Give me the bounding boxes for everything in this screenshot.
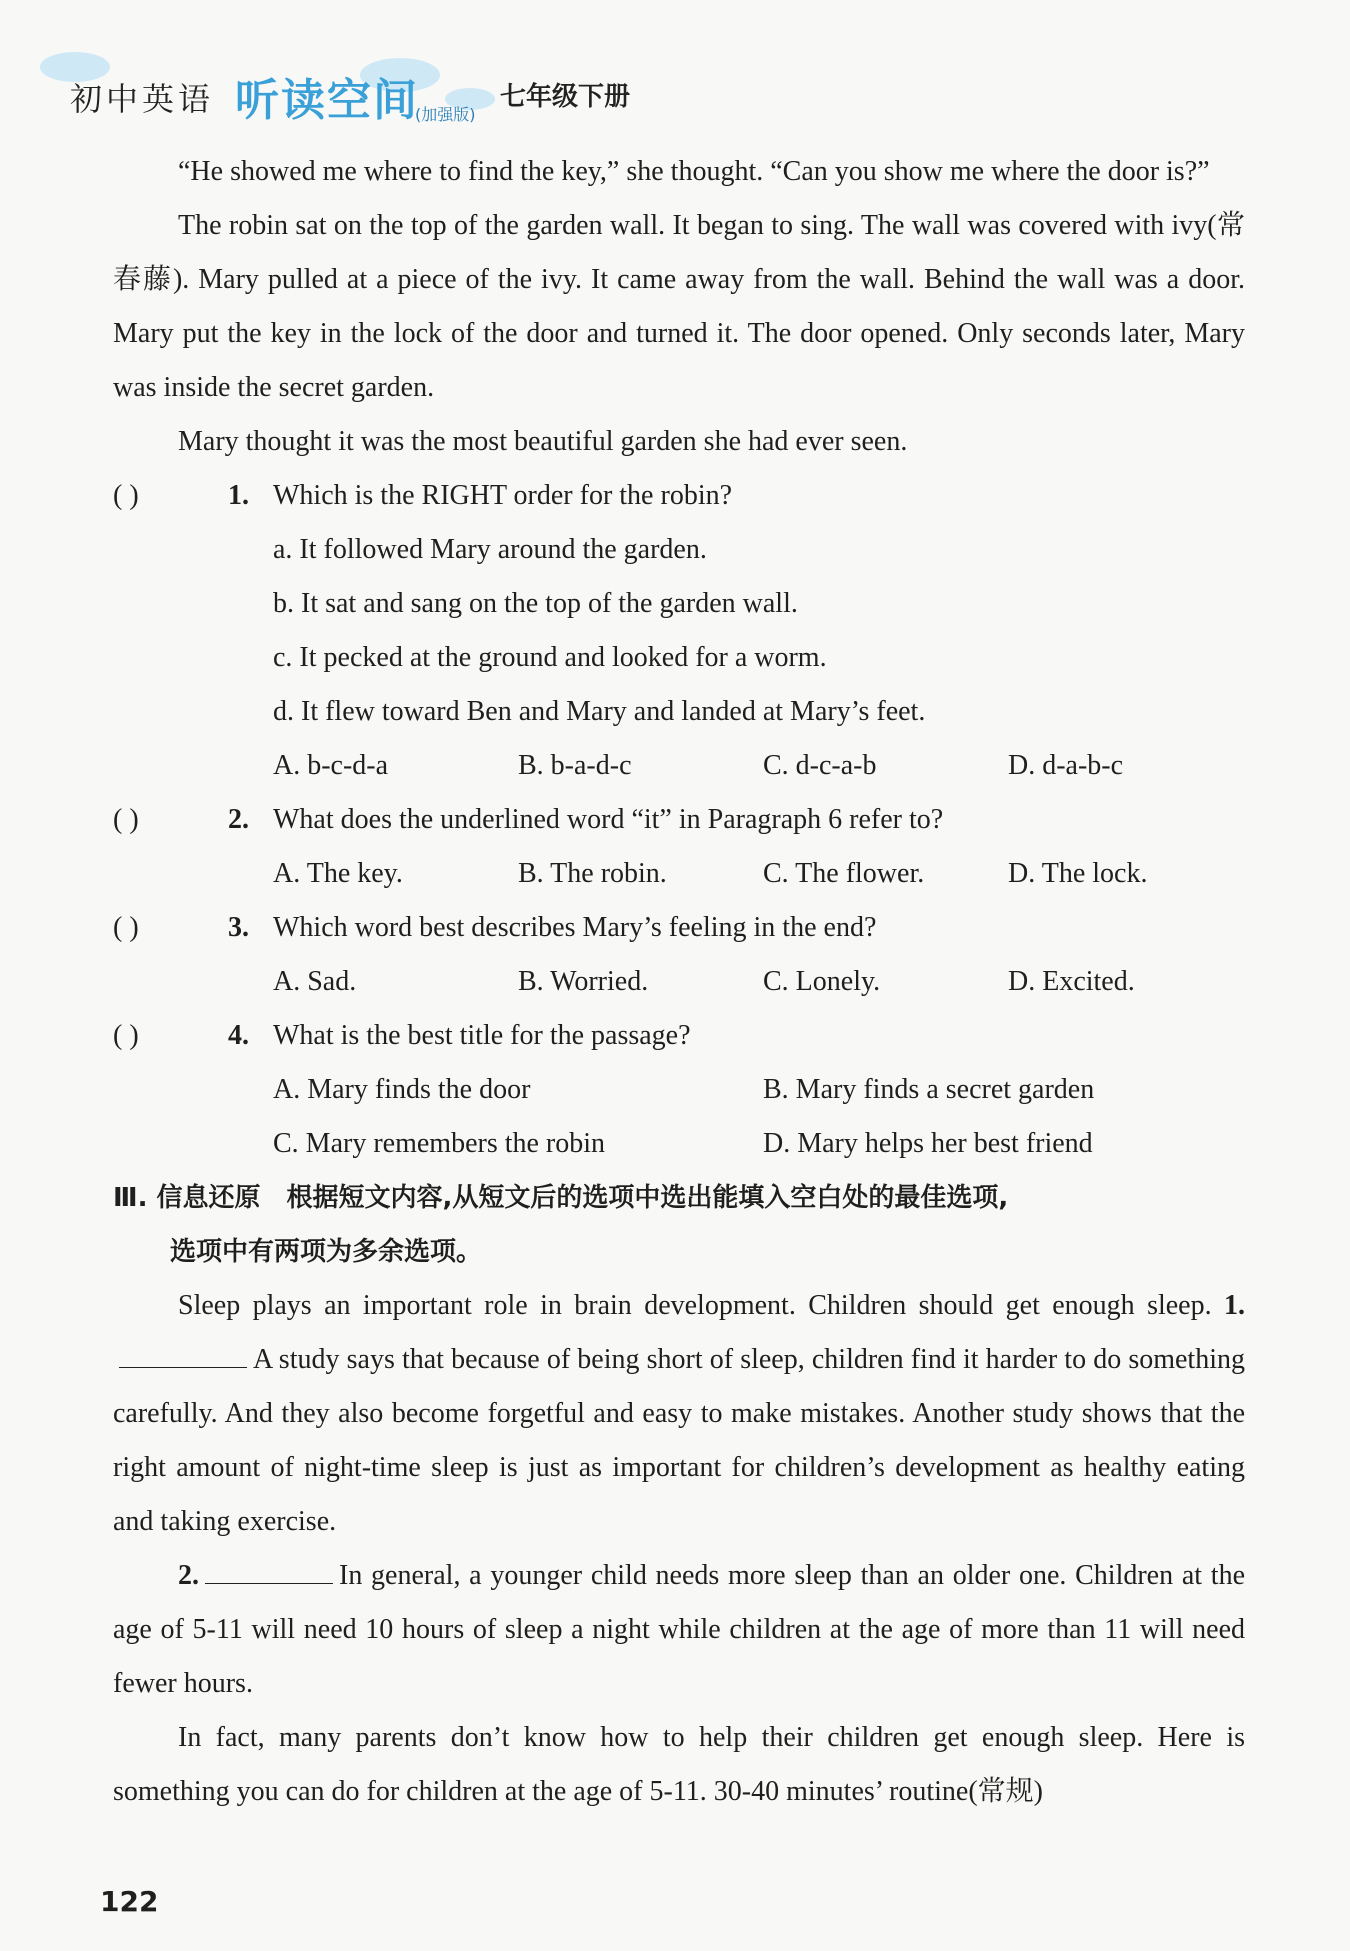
- passage-paragraph: Mary thought it was the most beautiful garden she had ever seen.: [178, 426, 908, 457]
- option-c: C. Lonely.: [763, 966, 881, 997]
- passage-paragraph: “He showed me where to find the key,” she thought. “Can you show me where the door is?”: [178, 156, 1210, 187]
- option-b: B. The robin.: [518, 858, 667, 889]
- option-d: D. The lock.: [1008, 858, 1148, 889]
- order-item: a. It followed Mary around the garden.: [273, 534, 707, 565]
- option-d: D. d-a-b-c: [1008, 750, 1124, 781]
- answer-bracket[interactable]: ( ): [113, 1020, 139, 1051]
- passage-paragraph: In fact, many parents don’t know how to help their children get enough sleep. Here is something you can do for children at the age of 5-11. 30-40 minutes’ routine(常规): [113, 1722, 1245, 1807]
- question-number: 1.: [228, 480, 249, 511]
- question-2: [113, 793, 1245, 901]
- passage-paragraph: The robin sat on the top of the garden wall. It began to sing. The wall was covered with ivy(常春藤). Mary pulled at a piece of the ivy. It came away from the wall. Behind the wall was a door. Mary put the key in the lock of the door and turned it. The door opened. Only seconds later, Mary was inside the secret garden.: [113, 210, 1245, 403]
- question-text: Which word best describes Mary’s feeling in the end?: [273, 912, 877, 943]
- option-c: C. Mary remembers the robin: [273, 1128, 606, 1159]
- edition-label: (加强版): [415, 105, 476, 124]
- answer-blank[interactable]: [205, 1553, 333, 1584]
- page-header: [60, 60, 760, 130]
- option-c: C. The flower.: [763, 858, 925, 889]
- question-number: 3.: [228, 912, 249, 943]
- question-number: 4.: [228, 1020, 249, 1051]
- option-a: A. Mary finds the door: [273, 1074, 531, 1105]
- blank-number: 2.: [178, 1560, 199, 1591]
- option-a: A. Sad.: [273, 966, 357, 997]
- question-3: [113, 901, 1245, 1009]
- answer-bracket[interactable]: ( ): [113, 804, 139, 835]
- paragraph-text: In general, a younger child needs more sleep than an older one. Children at the age of 5-11 will need 10 hours of sleep a night while children at the age of more than 11 will need fewer hours.: [113, 1560, 1245, 1699]
- option-a: A. b-c-d-a: [273, 750, 389, 781]
- question-4: [113, 1009, 1245, 1171]
- option-b: B. Worried.: [518, 966, 649, 997]
- brand-logo: 听读空间: [235, 75, 419, 126]
- question-text: Which is the RIGHT order for the robin?: [273, 480, 733, 511]
- grade-label: 七年级下册: [500, 82, 631, 112]
- series-title: 初中英语: [70, 80, 215, 118]
- question-text: What is the best title for the passage?: [273, 1020, 691, 1051]
- question-text: What does the underlined word “it” in Paragraph 6 refer to?: [273, 804, 944, 835]
- passage-paragraph: [113, 1549, 1245, 1711]
- order-item: c. It pecked at the ground and looked for a worm.: [273, 642, 827, 673]
- passage-paragraph: [113, 1279, 1245, 1549]
- option-d: D. Excited.: [1008, 966, 1135, 997]
- option-c: C. d-c-a-b: [763, 750, 877, 781]
- paragraph-text: A study says that because of being short of sleep, children find it harder to do something carefully. And they also become forgetful and easy to make mistakes. Another study shows that the right amount of night-time sleep is just as important for children’s development as healthy eating and taking exercise.: [113, 1344, 1245, 1537]
- question-1: [113, 469, 1245, 793]
- option-b: B. Mary finds a secret garden: [763, 1074, 1095, 1105]
- option-a: A. The key.: [273, 858, 403, 889]
- order-item: b. It sat and sang on the top of the garden wall.: [273, 588, 798, 619]
- page-content: [113, 145, 1245, 1819]
- page-number: 122: [100, 1885, 159, 1918]
- section-heading-cont: 选项中有两项为多余选项。: [170, 1237, 483, 1267]
- section-heading: Ⅲ. 信息还原 根据短文内容,从短文后的选项中选出能填入空白处的最佳选项,: [113, 1183, 1009, 1213]
- answer-bracket[interactable]: ( ): [113, 480, 139, 511]
- paragraph-text: Sleep plays an important role in brain development. Children should get enough sleep.: [178, 1290, 1212, 1321]
- answer-blank[interactable]: [119, 1337, 247, 1368]
- answer-bracket[interactable]: ( ): [113, 912, 139, 943]
- option-b: B. b-a-d-c: [518, 750, 632, 781]
- option-d: D. Mary helps her best friend: [763, 1128, 1093, 1159]
- order-item: d. It flew toward Ben and Mary and landed at Mary’s feet.: [273, 696, 926, 727]
- blank-number: 1.: [1224, 1290, 1246, 1321]
- question-number: 2.: [228, 804, 249, 835]
